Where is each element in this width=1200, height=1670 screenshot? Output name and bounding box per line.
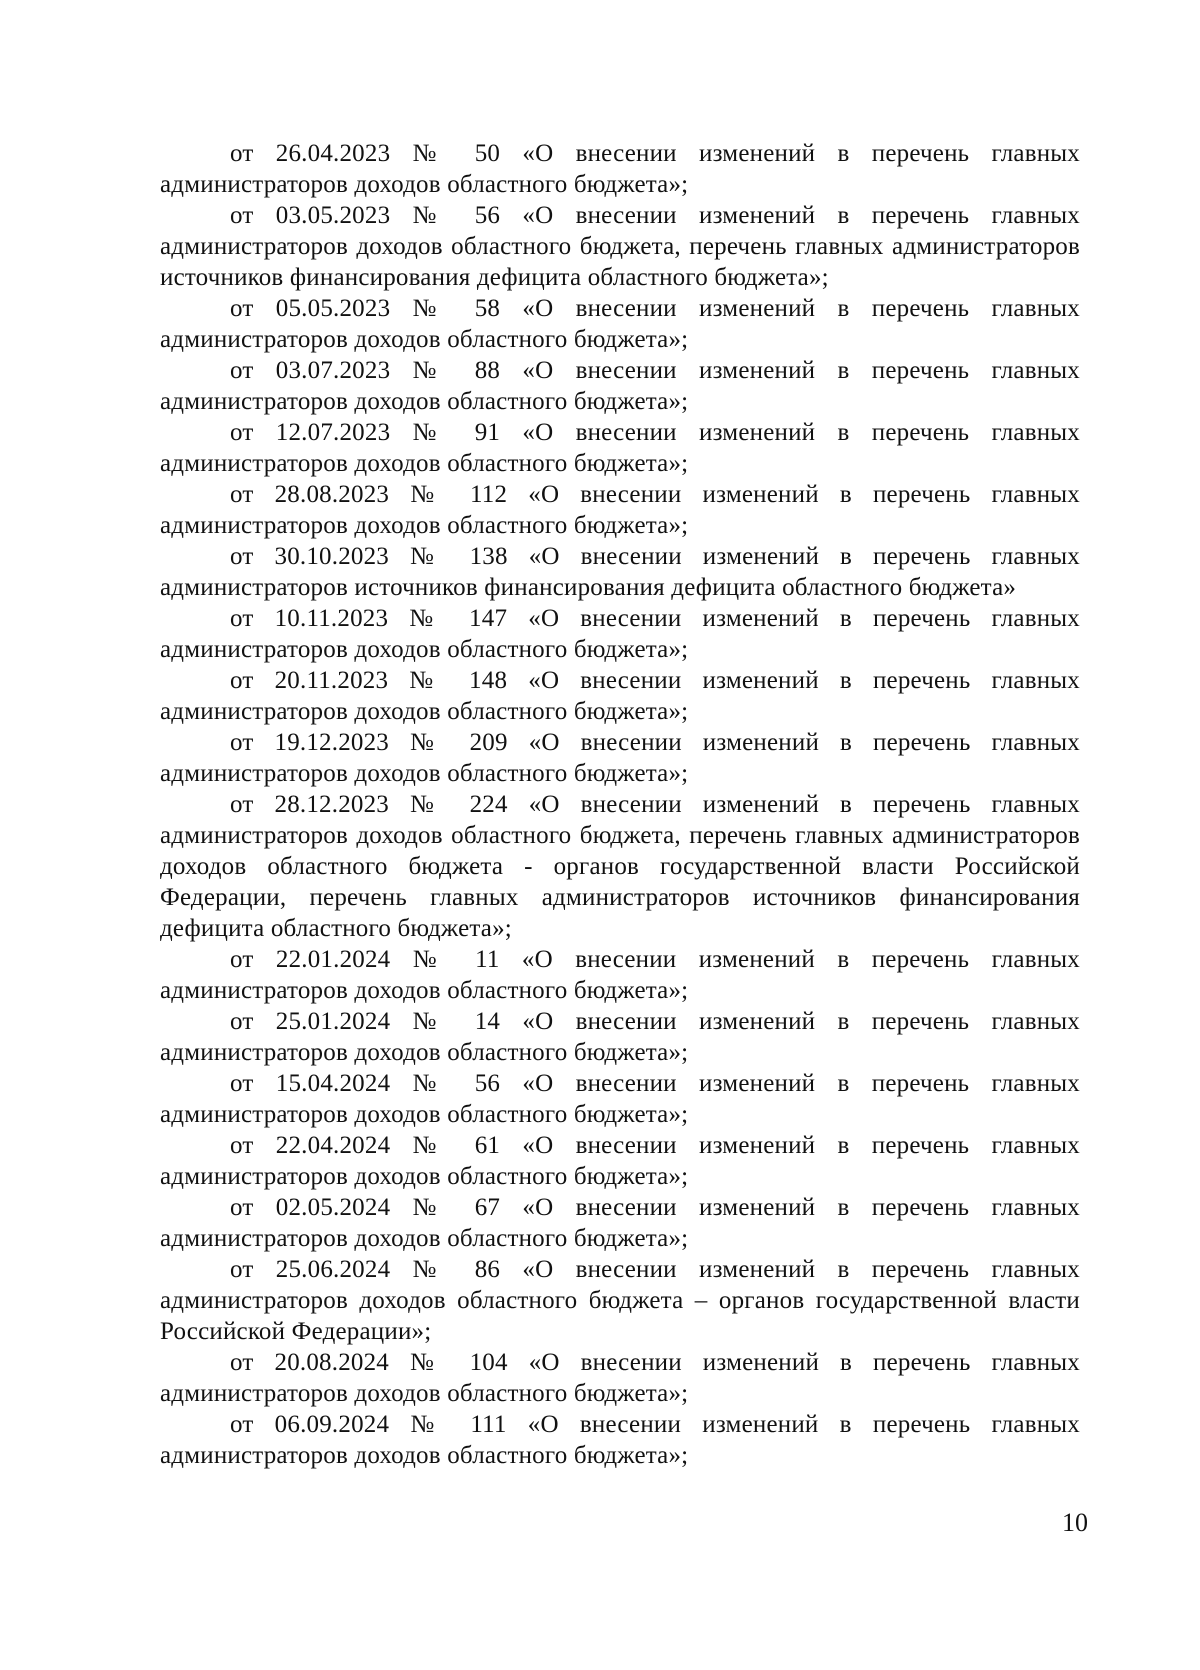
decree-entry: от 19.12.2023 № 209 «О внесении изменений в перечень главных администраторов доходов областного бюджета»; xyxy=(160,729,1080,787)
decree-entry: от 22.04.2024 № 61 «О внесении изменений в перечень главных администраторов доходов областного бюджета»; xyxy=(160,1132,1080,1190)
decree-entry: от 28.08.2023 № 112 «О внесении изменений в перечень главных администраторов доходов областного бюджета»; xyxy=(160,481,1080,539)
decree-entry: от 30.10.2023 № 138 «О внесении изменений в перечень главных администраторов источников финансирования дефицита областного бюджета» xyxy=(160,543,1080,601)
decree-entry: от 06.09.2024 № 111 «О внесении изменений в перечень главных администраторов доходов областного бюджета»; xyxy=(160,1411,1080,1469)
decree-entry: от 28.12.2023 № 224 «О внесении изменений в перечень главных администраторов доходов областного бюджета, перечень главных администраторов доходов областного бюджета - органов государственной власти Российской Федерации, перечень главных администраторов источников финансирования дефицита областного бюджета»; xyxy=(160,791,1080,942)
decree-entry: от 05.05.2023 № 58 «О внесении изменений в перечень главных администраторов доходов областного бюджета»; xyxy=(160,295,1080,353)
page-number: 10 xyxy=(1062,1508,1088,1537)
decree-entry: от 20.11.2023 № 148 «О внесении изменений в перечень главных администраторов доходов областного бюджета»; xyxy=(160,667,1080,725)
decree-entry: от 03.07.2023 № 88 «О внесении изменений в перечень главных администраторов доходов областного бюджета»; xyxy=(160,357,1080,415)
decree-entry: от 15.04.2024 № 56 «О внесении изменений в перечень главных администраторов доходов областного бюджета»; xyxy=(160,1070,1080,1128)
decree-entry: от 22.01.2024 № 11 «О внесении изменений в перечень главных администраторов доходов областного бюджета»; xyxy=(160,946,1080,1004)
decree-entry: от 03.05.2023 № 56 «О внесении изменений в перечень главных администраторов доходов областного бюджета, перечень главных администраторов источников финансирования дефицита областного бюджета»; xyxy=(160,202,1080,291)
decree-entry: от 25.01.2024 № 14 «О внесении изменений в перечень главных администраторов доходов областного бюджета»; xyxy=(160,1008,1080,1066)
decree-entry: от 25.06.2024 № 86 «О внесении изменений в перечень главных администраторов доходов областного бюджета – органов государственной власти Российской Федерации»; xyxy=(160,1256,1080,1345)
decree-entry: от 26.04.2023 № 50 «О внесении изменений в перечень главных администраторов доходов областного бюджета»; xyxy=(160,140,1080,198)
decree-entry: от 02.05.2024 № 67 «О внесении изменений в перечень главных администраторов доходов областного бюджета»; xyxy=(160,1194,1080,1252)
decree-entry: от 20.08.2024 № 104 «О внесении изменений в перечень главных администраторов доходов областного бюджета»; xyxy=(160,1349,1080,1407)
decree-entry: от 10.11.2023 № 147 «О внесении изменений в перечень главных администраторов доходов областного бюджета»; xyxy=(160,605,1080,663)
document-page xyxy=(160,138,1080,1578)
decree-entry: от 12.07.2023 № 91 «О внесении изменений в перечень главных администраторов доходов областного бюджета»; xyxy=(160,419,1080,477)
